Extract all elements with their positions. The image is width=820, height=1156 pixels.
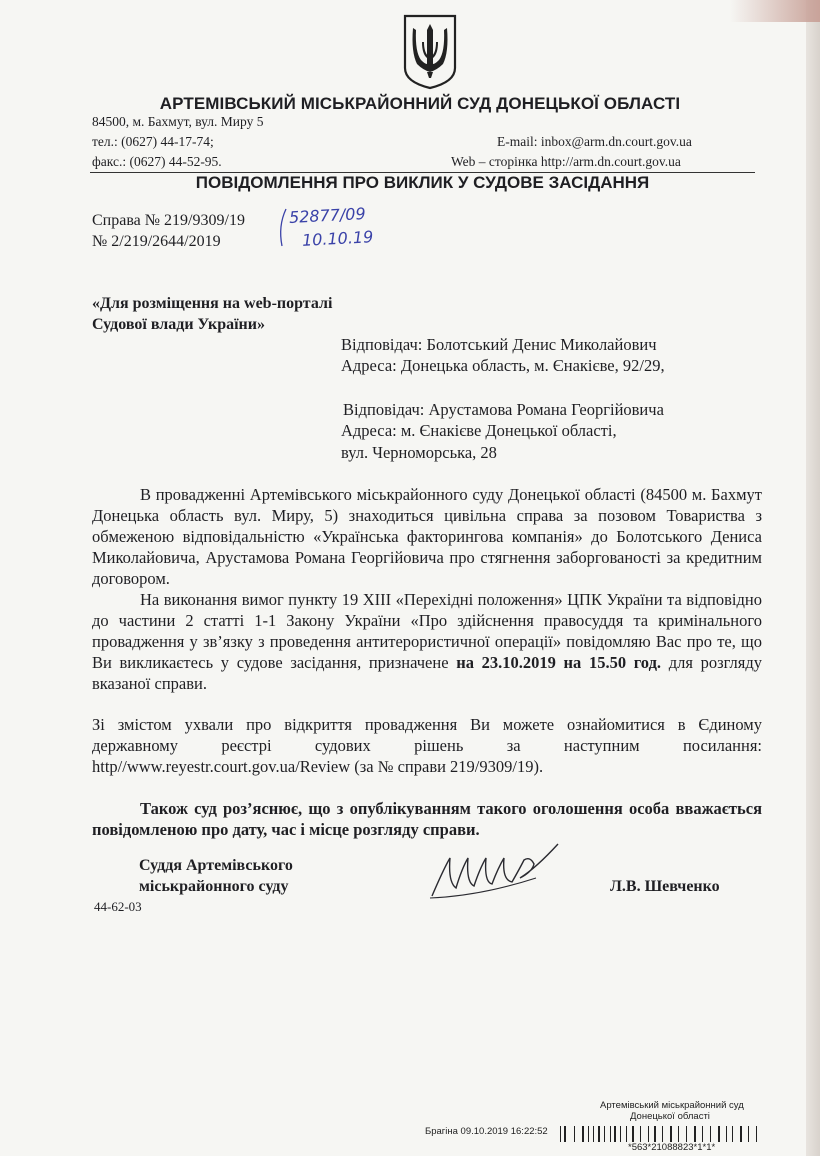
proceeding-number: № 2/219/2644/2019 xyxy=(92,233,221,250)
stamp-court-name: Артемівський міськрайонний суд xyxy=(600,1100,744,1111)
judge-title-line2: міськрайонного суду xyxy=(139,878,289,895)
barcode-icon xyxy=(560,1126,760,1142)
hearing-on: на xyxy=(456,653,474,672)
handwritten-date: 10.10.19 xyxy=(301,227,374,250)
paragraph-summons: На виконання вимог пункту 19 ХIII «Перехідні положення» ЦПК України та відповідно до частини 2 статті 1-1 Закону України «Про здійснення правосуддя та кримінального провадження у зв’язку з проведення антитерористичної операції» повідомляю Вас про те, що Ви викликаєтесь у судове засідання, призначене на 23.10.2019 на 15.50 год. для розгляду вказаної справи. xyxy=(92,590,762,693)
notice-title: ПОВІДОМЛЕННЯ ПРО ВИКЛИК У СУДОВЕ ЗАСІДАННЯ xyxy=(195,173,650,192)
court-address: 84500, м. Бахмут, вул. Миру 5 xyxy=(92,114,264,129)
case-number: Справа № 219/9309/19 xyxy=(92,212,245,229)
handwritten-reference: 52877/09 xyxy=(288,204,367,227)
page-edge xyxy=(806,0,820,1156)
stamp-code: *563*21088823*1*1* xyxy=(628,1142,716,1153)
trident-emblem-icon xyxy=(401,12,459,90)
paper-stain xyxy=(730,0,820,22)
stamp-timestamp: Брагіна 09.10.2019 16:22:52 xyxy=(425,1126,548,1137)
hearing-datetime: 23.10.2019 на 15.50 год. xyxy=(481,653,662,672)
court-website: Web – сторінка http://arm.dn.court.gov.ua xyxy=(451,154,681,169)
stamp-court-region: Донецької області xyxy=(630,1111,710,1122)
portal-note-line2: Судової влади України» xyxy=(92,316,265,333)
judge-signature xyxy=(420,838,570,908)
paragraph-proceedings: В провадженні Артемівського міськрайонного суду Донецької області (84500 м. Бахмут Донецька область вул. Миру, 5) знаходиться цивільна справа за позовом Товариства з обмеженою відповідальністю «Українська факторингова компанія» до Болотського Дениса Миколайовича, Арустамова Романа Георгійовича про стягнення заборгованості за кредитним договором. xyxy=(92,485,762,588)
judge-name: Л.В. Шевченко xyxy=(610,878,720,895)
court-phone: тел.: (0627) 44-17-74; xyxy=(92,134,214,149)
respondent-2-address-line2: вул. Черноморська, 28 xyxy=(341,443,497,462)
respondent-1-name: Відповідач: Болотський Денис Миколайович xyxy=(341,335,657,354)
respondent-1-address: Адреса: Донецька область, м. Єнакієве, 92/29, xyxy=(341,356,665,375)
portal-note-line1: «Для розміщення на web-порталі xyxy=(92,295,333,312)
paragraph-registry: Зі змістом ухвали про відкриття провадження Ви можете ознайомитися в Єдиному державному реєстрі судових рішень за наступним посилання: http//www.reyestr.court.gov.ua/Review (за № справи 219/9309/19). xyxy=(92,715,762,776)
court-fax: факс.: (0627) 44-52-95. xyxy=(92,154,222,169)
judge-phone: 44-62-03 xyxy=(94,899,142,914)
judge-title-line1: Суддя Артемівського xyxy=(139,857,293,874)
court-email: E-mail: inbox@arm.dn.court.gov.ua xyxy=(497,134,692,149)
respondent-2-name: Відповідач: Арустамова Романа Георгійовича xyxy=(343,400,664,419)
respondent-2-address-line1: Адреса: м. Єнакієве Донецької області, xyxy=(341,421,617,440)
court-name: АРТЕМІВСЬКИЙ МІСЬКРАЙОННИЙ СУД ДОНЕЦЬКОЇ ОБЛАСТІ xyxy=(159,94,681,113)
paragraph-clarification: Також суд роз’яснює, що з опублікуванням такого оголошення особа вважається повідомленою про дату, час і місце розгляду справи. xyxy=(92,799,762,839)
